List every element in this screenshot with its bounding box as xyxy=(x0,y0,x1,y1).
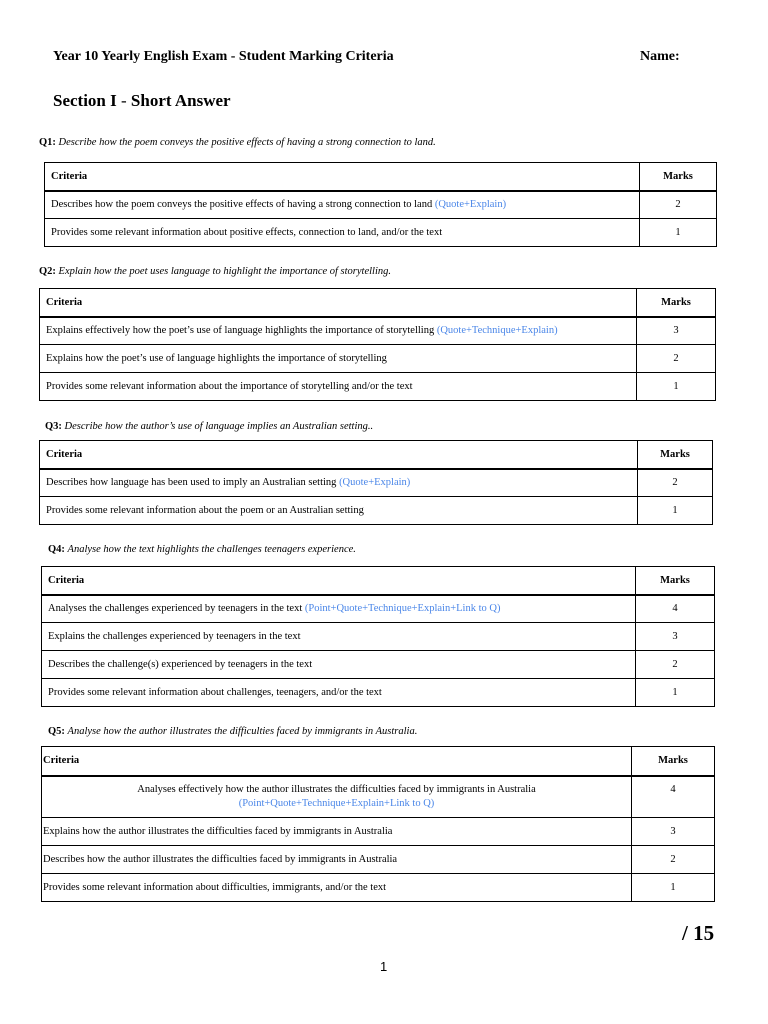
marks-header: Marks xyxy=(637,289,716,317)
marks-cell: 3 xyxy=(632,818,715,846)
table-row xyxy=(42,776,715,818)
criteria-text: Provides some relevant information about difficulties, immigrants, and/or the text xyxy=(43,882,387,893)
marks-cell: 3 xyxy=(637,317,716,345)
table-row xyxy=(42,595,715,623)
criteria-cell xyxy=(42,874,632,902)
criteria-table-q3 xyxy=(39,440,713,525)
criteria-cell xyxy=(42,651,636,679)
table-row xyxy=(40,373,716,401)
criteria-table-q2 xyxy=(39,288,716,401)
marks-cell: 1 xyxy=(640,219,717,247)
criteria-text: Describes the challenge(s) experienced by teenagers in the text xyxy=(48,659,313,670)
name-label: Name: xyxy=(640,49,680,64)
question-text: Describe how the poem conveys the positive effects of having a strong connection to land. xyxy=(58,137,436,148)
criteria-hint: (Point+Quote+Technique+Explain+Link to Q) xyxy=(238,797,435,809)
marks-header: Marks xyxy=(638,441,713,469)
table-header-row xyxy=(45,163,717,191)
question-2 xyxy=(39,266,391,277)
marks-cell: 1 xyxy=(636,679,715,707)
question-5 xyxy=(48,726,417,737)
criteria-text: Describes how the poem conveys the positive effects of having a strong connection to land xyxy=(51,199,433,211)
marks-cell: 4 xyxy=(636,595,715,623)
criteria-cell xyxy=(42,595,636,623)
criteria-table-q1 xyxy=(44,162,717,247)
criteria-cell xyxy=(40,373,637,401)
question-1 xyxy=(39,137,436,148)
criteria-header: Criteria xyxy=(40,441,638,469)
marks-cell: 1 xyxy=(638,497,713,525)
criteria-cell xyxy=(42,623,636,651)
question-text: Analyse how the text highlights the challenges teenagers experience. xyxy=(67,544,356,555)
question-label: Q2: xyxy=(39,266,56,277)
criteria-header: Criteria xyxy=(42,747,632,776)
criteria-cell xyxy=(42,818,632,846)
question-label: Q3: xyxy=(45,421,62,432)
question-label: Q4: xyxy=(48,544,65,555)
exam-title: Year 10 Yearly English Exam - Student Marking Criteria xyxy=(53,49,394,64)
question-label: Q5: xyxy=(48,726,65,737)
table-row xyxy=(40,497,713,525)
criteria-text: Explains the challenges experienced by teenagers in the text xyxy=(48,631,301,642)
criteria-text: Provides some relevant information about the importance of storytelling and/or the text xyxy=(46,381,413,392)
table-row xyxy=(42,651,715,679)
criteria-cell xyxy=(42,776,632,818)
criteria-text: Provides some relevant information about positive effects, connection to land, and/or the text xyxy=(51,227,443,238)
marks-cell: 2 xyxy=(640,191,717,219)
criteria-text: Analyses effectively how the author illustrates the difficulties faced by immigrants in Australia xyxy=(137,783,536,795)
criteria-cell xyxy=(40,317,637,345)
criteria-hint: (Quote+Explain) xyxy=(434,199,507,211)
criteria-header: Criteria xyxy=(40,289,637,317)
criteria-cell xyxy=(42,846,632,874)
criteria-cell xyxy=(40,469,638,497)
marks-cell: 1 xyxy=(632,874,715,902)
table-row xyxy=(42,874,715,902)
total-marks: / 15 xyxy=(682,921,715,945)
marks-cell: 2 xyxy=(632,846,715,874)
table-row xyxy=(45,219,717,247)
table-row xyxy=(40,317,716,345)
marks-cell: 2 xyxy=(636,651,715,679)
question-text: Describe how the author’s use of language implies an Australian setting.. xyxy=(64,421,374,432)
criteria-cell xyxy=(40,497,638,525)
criteria-text: Explains how the poet’s use of language highlights the importance of storytelling xyxy=(46,353,387,364)
question-text: Analyse how the author illustrates the difficulties faced by immigrants in Australia. xyxy=(67,726,418,737)
criteria-text: Provides some relevant information about the poem or an Australian setting xyxy=(46,505,364,516)
section-title xyxy=(53,91,231,111)
criteria-text: Analyses the challenges experienced by teenagers in the text xyxy=(48,603,303,615)
marks-header: Marks xyxy=(636,567,715,595)
question-label: Q1: xyxy=(39,137,56,148)
question-4 xyxy=(48,544,356,555)
section-title-number: Section I xyxy=(53,91,117,110)
criteria-header: Criteria xyxy=(42,567,636,595)
table-row xyxy=(42,623,715,651)
marks-cell: 2 xyxy=(637,345,716,373)
criteria-text: Explains effectively how the poet’s use of language highlights the importance of storytelling xyxy=(46,325,435,337)
table-header-row xyxy=(42,747,715,776)
criteria-hint: (Quote+Technique+Explain) xyxy=(436,325,558,337)
page-number: 1 xyxy=(380,959,388,974)
section-title-separator: - xyxy=(116,91,131,110)
table-header-row xyxy=(40,441,713,469)
criteria-header: Criteria xyxy=(45,163,640,191)
table-row xyxy=(40,469,713,497)
criteria-cell xyxy=(42,679,636,707)
criteria-text: Describes how language has been used to imply an Australian setting xyxy=(46,477,337,489)
table-row xyxy=(42,846,715,874)
marks-cell: 4 xyxy=(632,776,715,818)
table-row xyxy=(40,345,716,373)
criteria-text: Describes how the author illustrates the difficulties faced by immigrants in Australia xyxy=(43,854,398,865)
criteria-cell xyxy=(45,191,640,219)
marks-cell: 2 xyxy=(638,469,713,497)
criteria-table-q5 xyxy=(41,746,715,902)
table-row xyxy=(45,191,717,219)
criteria-hint: (Quote+Explain) xyxy=(339,477,411,489)
criteria-hint: (Point+Quote+Technique+Explain+Link to Q) xyxy=(304,603,501,615)
marks-cell: 3 xyxy=(636,623,715,651)
criteria-cell xyxy=(40,345,637,373)
table-header-row xyxy=(40,289,716,317)
marks-cell: 1 xyxy=(637,373,716,401)
table-row xyxy=(42,679,715,707)
question-text: Explain how the poet uses language to highlight the importance of storytelling. xyxy=(58,266,392,277)
table-header-row xyxy=(42,567,715,595)
criteria-cell xyxy=(45,219,640,247)
table-row xyxy=(42,818,715,846)
criteria-text: Provides some relevant information about challenges, teenagers, and/or the text xyxy=(48,687,382,698)
marks-header: Marks xyxy=(632,747,715,776)
marks-header: Marks xyxy=(640,163,717,191)
question-3 xyxy=(45,421,373,432)
criteria-table-q4 xyxy=(41,566,715,707)
section-title-text: Short Answer xyxy=(130,91,231,110)
criteria-text: Explains how the author illustrates the difficulties faced by immigrants in Australia xyxy=(43,826,393,837)
